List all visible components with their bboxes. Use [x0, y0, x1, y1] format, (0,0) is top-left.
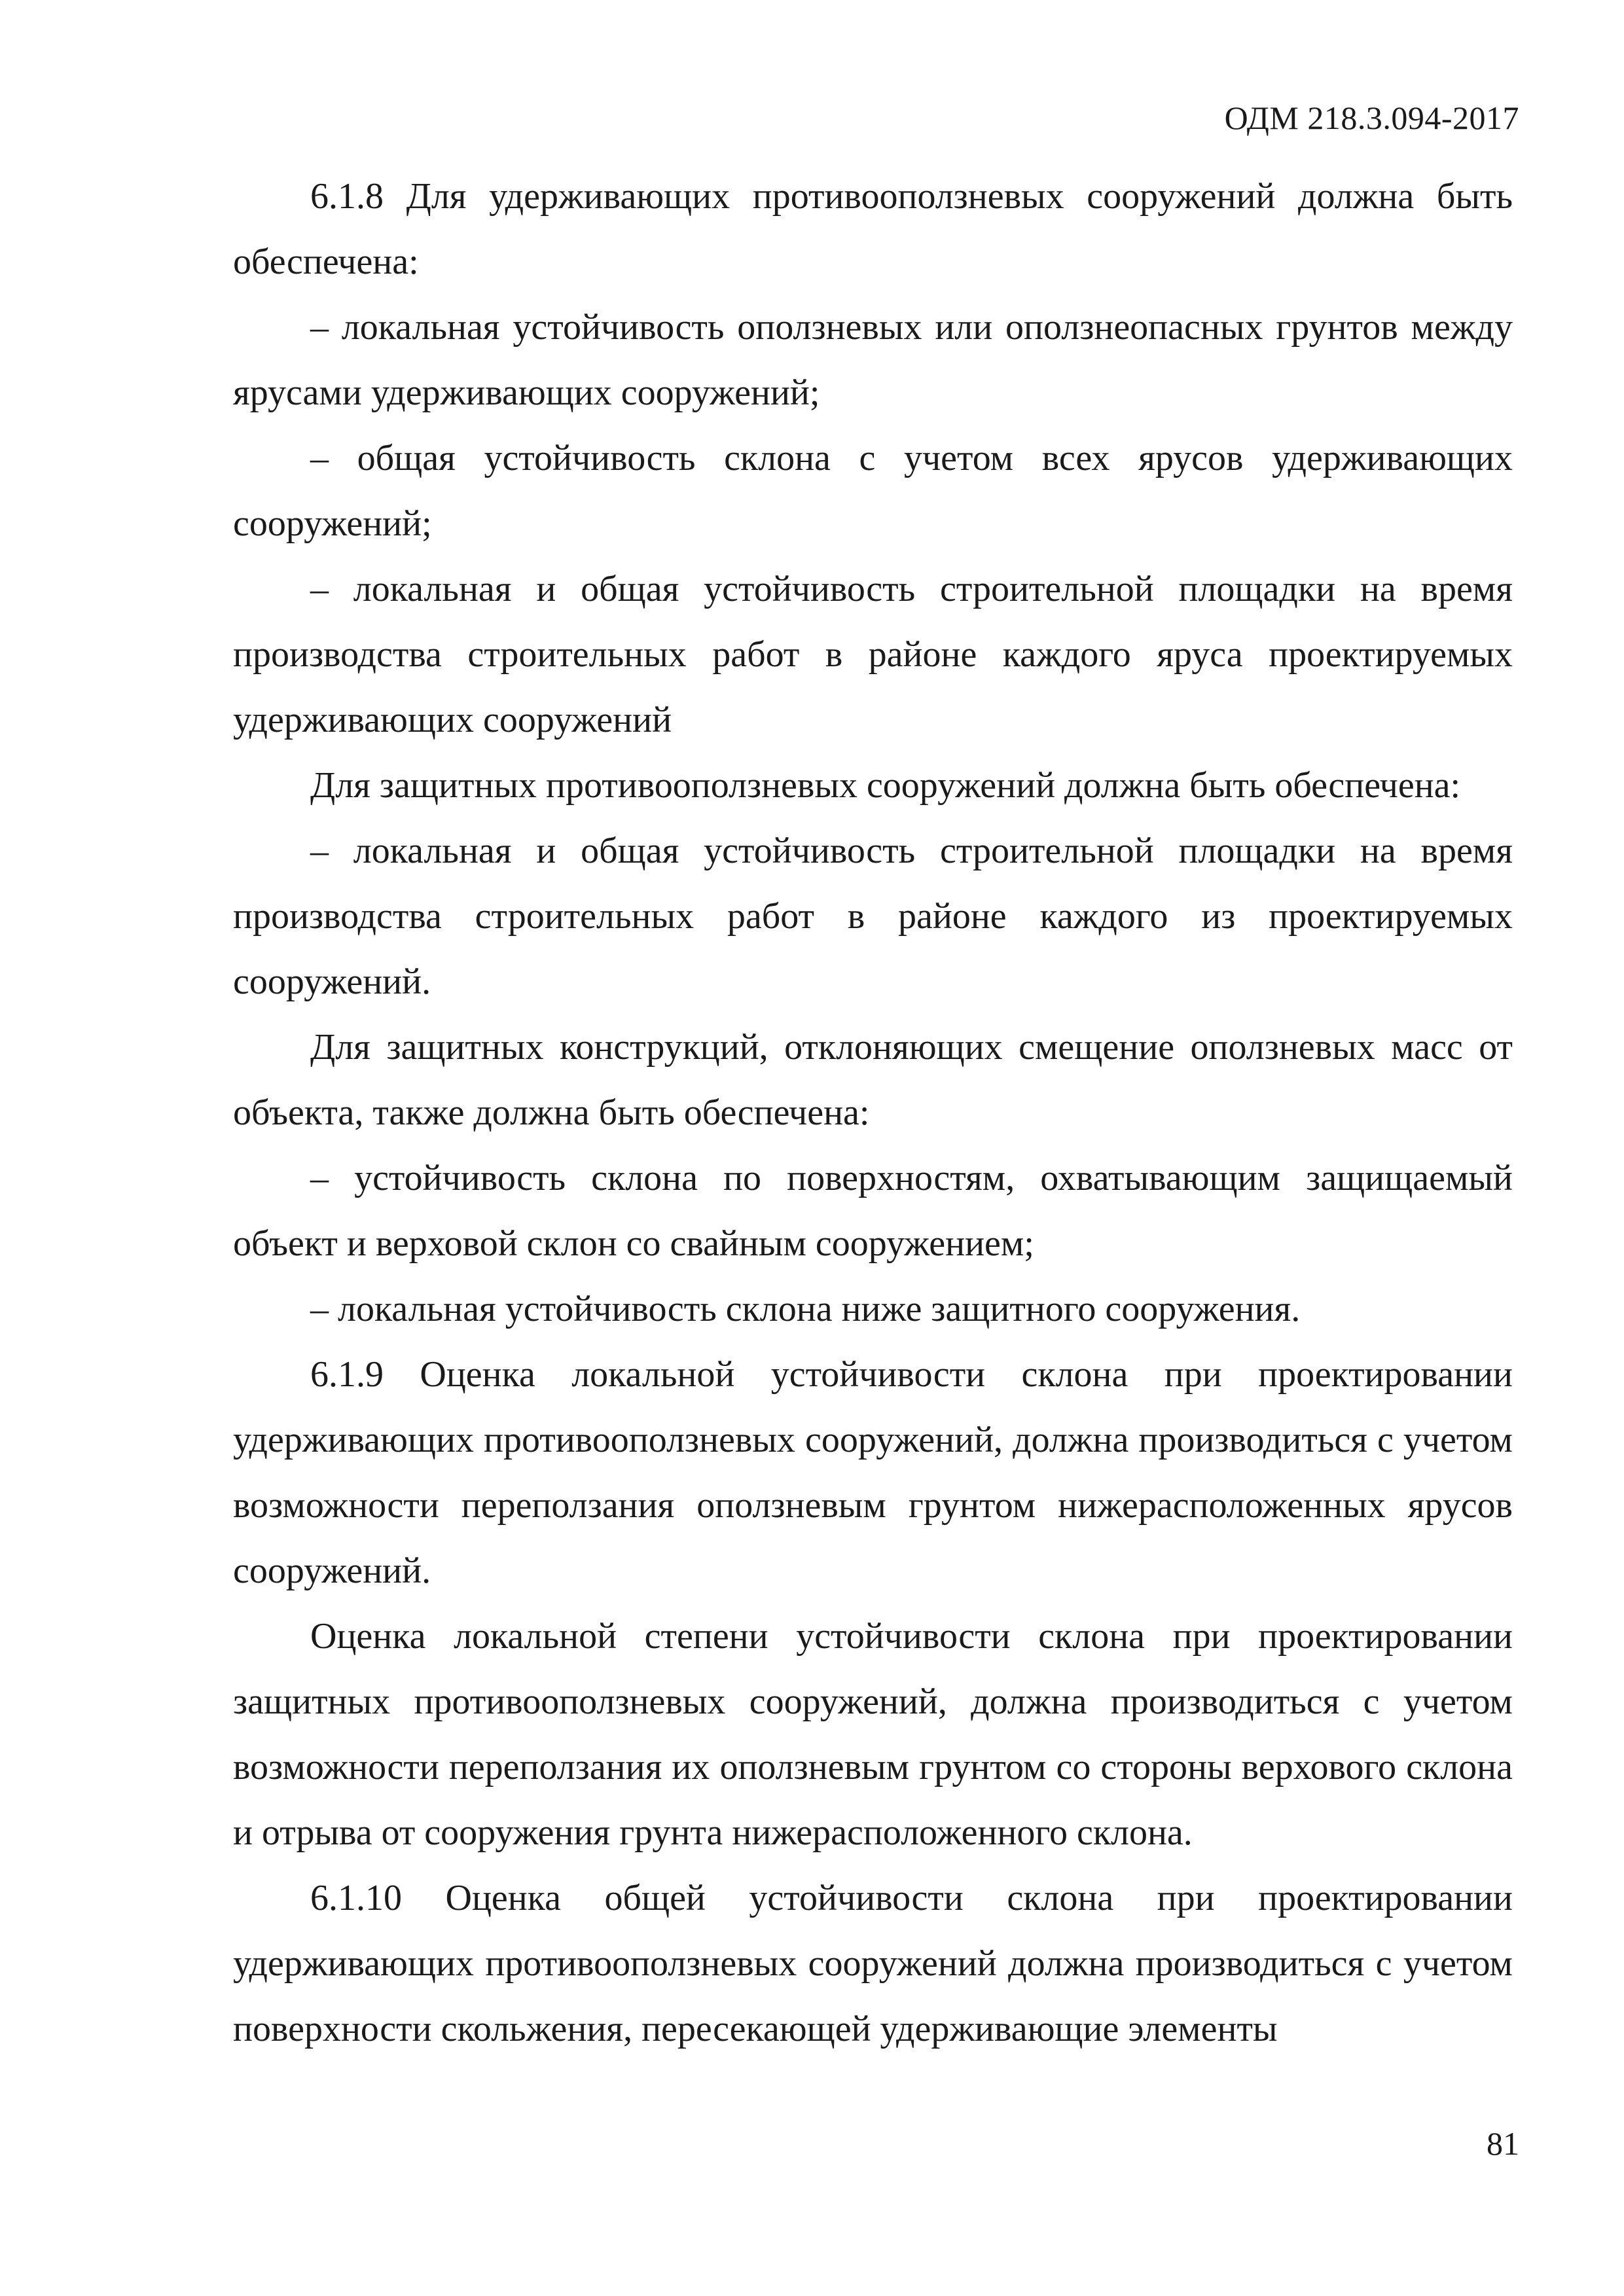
list-item-local-stability: – локальная устойчивость оползневых или оползнеопасных грунтов между ярусами удерживающих сооружений;	[233, 307, 1513, 413]
list-item-construction-site-stability: – локальная и общая устойчивость строительной площадки на время производства строительных работ в районе каждого яруса проектируемых удерживающих сооружений	[233, 569, 1513, 740]
paragraph-deflecting-structures: Для защитных конструкций, отклоняющих смещение оползневых масс от объекта, также должна быть обеспечена:	[233, 1027, 1513, 1133]
paragraph-protective-structures: Для защитных противооползневых сооружений должна быть обеспечена:	[310, 765, 1461, 806]
paragraph-6-1-8: 6.1.8 Для удерживающих противооползневых сооружений должна быть обеспечена:	[233, 176, 1513, 282]
body-text	[233, 164, 1513, 2062]
paragraph-6-1-9: 6.1.9 Оценка локальной устойчивости склона при проектировании удерживающих противооползневых сооружений, должна производиться с учетом возможности переползания оползневым грунтом нижерасположенных ярусов сооружений.	[233, 1354, 1513, 1591]
list-item-enclosing-surfaces: – устойчивость склона по поверхностям, охватывающим защищаемый объект и верховой склон со свайным сооружением;	[233, 1158, 1513, 1264]
page-number: 81	[1487, 2125, 1519, 2162]
list-item-protective-site-stability: – локальная и общая устойчивость строительной площадки на время производства строительных работ в районе каждого из проектируемых сооружений.	[233, 831, 1513, 1002]
list-item-below-structure: – локальная устойчивость склона ниже защитного сооружения.	[310, 1289, 1301, 1329]
document-code: ОДМ 218.3.094-2017	[1224, 99, 1519, 136]
paragraph-local-degree-assessment: Оценка локальной степени устойчивости склона при проектировании защитных противооползневых сооружений, должна производиться с учетом возможности переползания их оползневым грунтом со стороны верхового склона и отрыва от сооружения грунта нижерасположенного склона.	[233, 1616, 1513, 1853]
paragraph-6-1-10: 6.1.10 Оценка общей устойчивости склона при проектировании удерживающих противооползневых сооружений должна производиться с учетом поверхности скольжения, пересекающей удерживающие элементы	[233, 1878, 1513, 2049]
list-item-general-stability: – общая устойчивость склона с учетом всех ярусов удерживающих сооружений;	[233, 438, 1513, 544]
